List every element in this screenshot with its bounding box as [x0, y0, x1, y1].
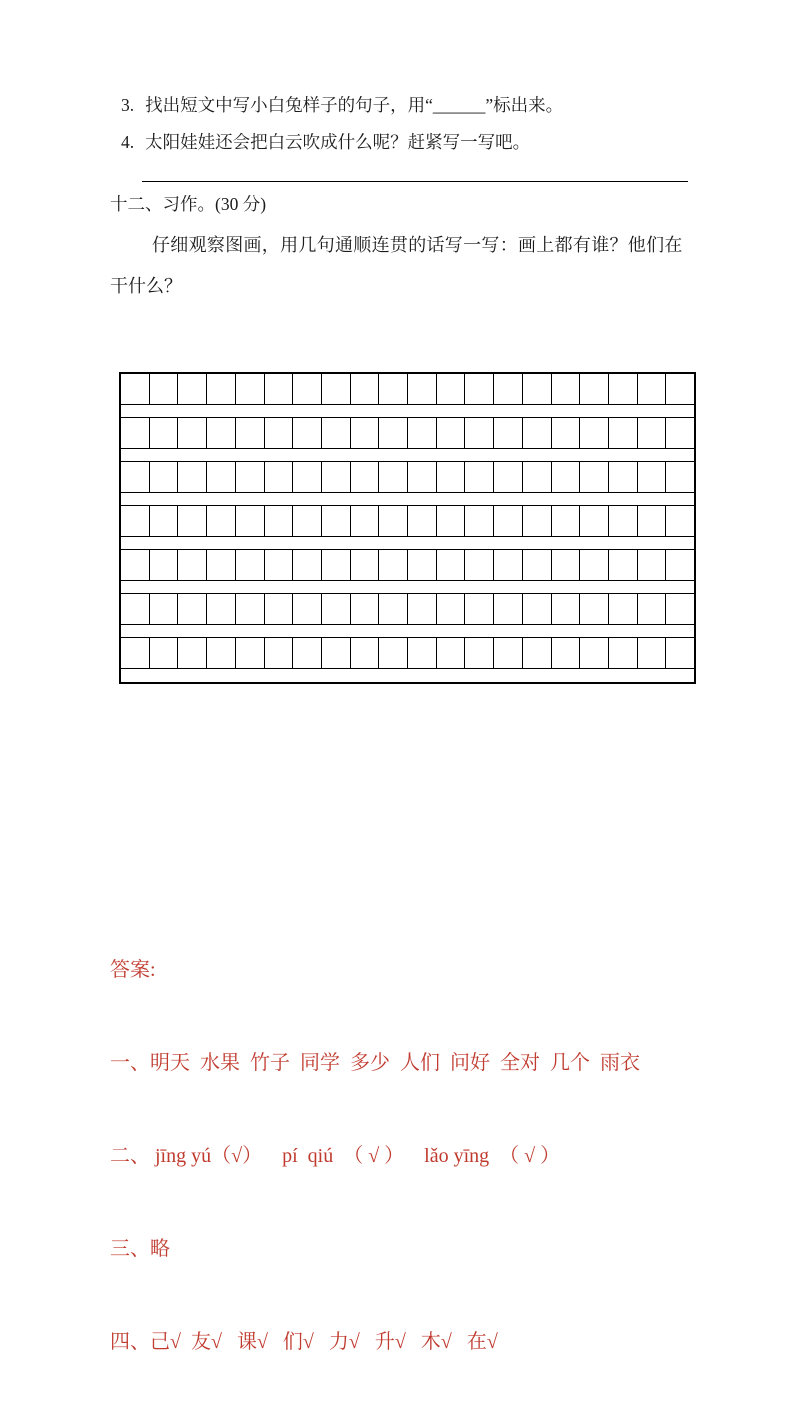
answer-line-3: 三、略 [110, 1238, 170, 1260]
grid-cell [465, 550, 494, 580]
grid-cell [580, 550, 609, 580]
grid-cell [666, 506, 694, 536]
grid-cell [351, 638, 380, 668]
grid-cell [494, 462, 523, 492]
grid-cell [351, 550, 380, 580]
grid-cell [236, 506, 265, 536]
grid-row [121, 374, 694, 405]
grid-cell [638, 594, 667, 624]
grid-cell [121, 462, 150, 492]
grid-cell [552, 506, 581, 536]
grid-cell [523, 594, 552, 624]
question-3-text: 找出短文中写小白兔样子的句子，用“______”标出来。 [145, 95, 564, 115]
grid-cell [609, 594, 638, 624]
grid-cell [609, 506, 638, 536]
grid-cell [322, 638, 351, 668]
grid-cell [379, 462, 408, 492]
grid-cell [465, 462, 494, 492]
grid-cell [293, 462, 322, 492]
answer-line-2: 二、 jīng yú（√） pí qiú （ √ ） lǎo yīng （ √ ） [110, 1145, 561, 1167]
grid-cell [178, 506, 207, 536]
grid-cell [178, 374, 207, 404]
grid-cell [408, 638, 437, 668]
grid-cell [552, 594, 581, 624]
grid-cell [351, 374, 380, 404]
grid-cell [293, 594, 322, 624]
grid-cell [408, 462, 437, 492]
grid-cell [207, 506, 236, 536]
grid-cell [379, 638, 408, 668]
grid-cell [322, 594, 351, 624]
grid-cell [207, 462, 236, 492]
grid-cell [236, 418, 265, 448]
grid-cell [523, 462, 552, 492]
grid-cell [207, 374, 236, 404]
grid-cell [265, 462, 294, 492]
grid-cell [236, 550, 265, 580]
grid-cell [523, 418, 552, 448]
grid-cell [236, 594, 265, 624]
section-title: 十二、习作。(30 分) [110, 194, 267, 214]
grid-cell [351, 594, 380, 624]
grid-cell [437, 462, 466, 492]
grid-cell [408, 550, 437, 580]
grid-cell [552, 462, 581, 492]
grid-cell [121, 506, 150, 536]
grid-cell [236, 462, 265, 492]
grid-spacer-strip [121, 669, 694, 682]
grid-cell [609, 418, 638, 448]
grid-spacer-strip [121, 625, 694, 638]
composition-prompt-line-1: 仔细观察图画，用几句通顺连贯的话写一写：画上都有谁？他们在 [152, 235, 683, 255]
grid-cell [178, 418, 207, 448]
grid-cell [121, 374, 150, 404]
grid-cell [580, 374, 609, 404]
grid-spacer-strip [121, 405, 694, 418]
grid-cell [379, 418, 408, 448]
grid-row [121, 462, 694, 493]
answer-key [110, 893, 640, 1420]
grid-cell [523, 374, 552, 404]
grid-cell [494, 594, 523, 624]
grid-cell [552, 638, 581, 668]
grid-cell [293, 374, 322, 404]
question-4-number: 4. [121, 132, 135, 152]
grid-cell [322, 374, 351, 404]
grid-cell [150, 462, 179, 492]
grid-cell [552, 374, 581, 404]
grid-cell [121, 594, 150, 624]
grid-cell [150, 550, 179, 580]
grid-cell [465, 638, 494, 668]
grid-cell [465, 374, 494, 404]
grid-cell [609, 550, 638, 580]
composition-prompt-line-2: 干什么？ [110, 276, 182, 296]
grid-cell [293, 638, 322, 668]
grid-cell [379, 550, 408, 580]
grid-cell [351, 462, 380, 492]
grid-cell [207, 594, 236, 624]
grid-cell [580, 506, 609, 536]
grid-row [121, 550, 694, 581]
grid-cell [437, 418, 466, 448]
grid-cell [207, 418, 236, 448]
grid-spacer-strip [121, 537, 694, 550]
grid-cell [638, 418, 667, 448]
grid-cell [494, 550, 523, 580]
composition-writing-grid [119, 372, 696, 684]
grid-cell [609, 638, 638, 668]
grid-cell [494, 638, 523, 668]
grid-cell [265, 506, 294, 536]
grid-cell [351, 418, 380, 448]
grid-cell [293, 506, 322, 536]
grid-cell [465, 506, 494, 536]
grid-cell [580, 594, 609, 624]
answer-line-4: 四、己√ 友√ 课√ 们√ 力√ 升√ 木√ 在√ [110, 1331, 498, 1353]
grid-cell [178, 550, 207, 580]
grid-cell [236, 638, 265, 668]
question-3-number: 3. [121, 95, 135, 115]
grid-row [121, 506, 694, 537]
grid-cell [609, 462, 638, 492]
grid-cell [494, 374, 523, 404]
section-divider-line [142, 181, 688, 182]
question-4 [121, 132, 530, 153]
grid-cell [580, 638, 609, 668]
grid-cell [265, 594, 294, 624]
grid-cell [638, 550, 667, 580]
grid-spacer-strip [121, 449, 694, 462]
grid-cell [322, 550, 351, 580]
question-3 [121, 95, 563, 116]
grid-spacer-strip [121, 493, 694, 506]
grid-cell [236, 374, 265, 404]
grid-row [121, 418, 694, 449]
grid-row [121, 594, 694, 625]
grid-cell [666, 550, 694, 580]
grid-cell [150, 594, 179, 624]
grid-cell [265, 550, 294, 580]
grid-cell [666, 462, 694, 492]
grid-cell [666, 594, 694, 624]
grid-cell [666, 638, 694, 668]
grid-cell [178, 594, 207, 624]
grid-cell [408, 506, 437, 536]
grid-cell [437, 506, 466, 536]
answer-key-heading: 答案: [110, 959, 156, 981]
grid-cell [379, 374, 408, 404]
grid-cell [609, 374, 638, 404]
grid-cell [552, 418, 581, 448]
grid-cell [465, 594, 494, 624]
grid-cell [178, 638, 207, 668]
grid-cell [666, 418, 694, 448]
grid-cell [437, 638, 466, 668]
grid-row [121, 638, 694, 669]
grid-cell [265, 638, 294, 668]
grid-cell [552, 550, 581, 580]
grid-cell [150, 506, 179, 536]
grid-cell [494, 418, 523, 448]
grid-cell [638, 638, 667, 668]
grid-cell [121, 638, 150, 668]
grid-cell [437, 550, 466, 580]
grid-cell [437, 374, 466, 404]
grid-spacer-strip [121, 581, 694, 594]
grid-cell [121, 550, 150, 580]
grid-cell [437, 594, 466, 624]
grid-cell [322, 462, 351, 492]
grid-cell [351, 506, 380, 536]
grid-cell [379, 594, 408, 624]
grid-cell [150, 418, 179, 448]
grid-cell [293, 550, 322, 580]
grid-cell [322, 506, 351, 536]
grid-cell [178, 462, 207, 492]
grid-cell [494, 506, 523, 536]
grid-cell [293, 418, 322, 448]
grid-cell [207, 550, 236, 580]
grid-cell [408, 374, 437, 404]
grid-cell [121, 418, 150, 448]
grid-cell [465, 418, 494, 448]
grid-cell [523, 638, 552, 668]
grid-cell [638, 462, 667, 492]
grid-cell [322, 418, 351, 448]
grid-cell [638, 374, 667, 404]
grid-cell [150, 374, 179, 404]
grid-cell [580, 418, 609, 448]
grid-cell [265, 418, 294, 448]
grid-cell [265, 374, 294, 404]
question-4-text: 太阳娃娃还会把白云吹成什么呢？赶紧写一写吧。 [145, 132, 531, 152]
grid-cell [408, 418, 437, 448]
answer-line-1: 一、明天 水果 竹子 同学 多少 人们 问好 全对 几个 雨衣 [110, 1052, 640, 1074]
grid-cell [666, 374, 694, 404]
grid-cell [207, 638, 236, 668]
grid-cell [408, 594, 437, 624]
grid-cell [150, 638, 179, 668]
grid-cell [523, 550, 552, 580]
grid-cell [379, 506, 408, 536]
grid-cell [580, 462, 609, 492]
grid-cell [638, 506, 667, 536]
grid-cell [523, 506, 552, 536]
